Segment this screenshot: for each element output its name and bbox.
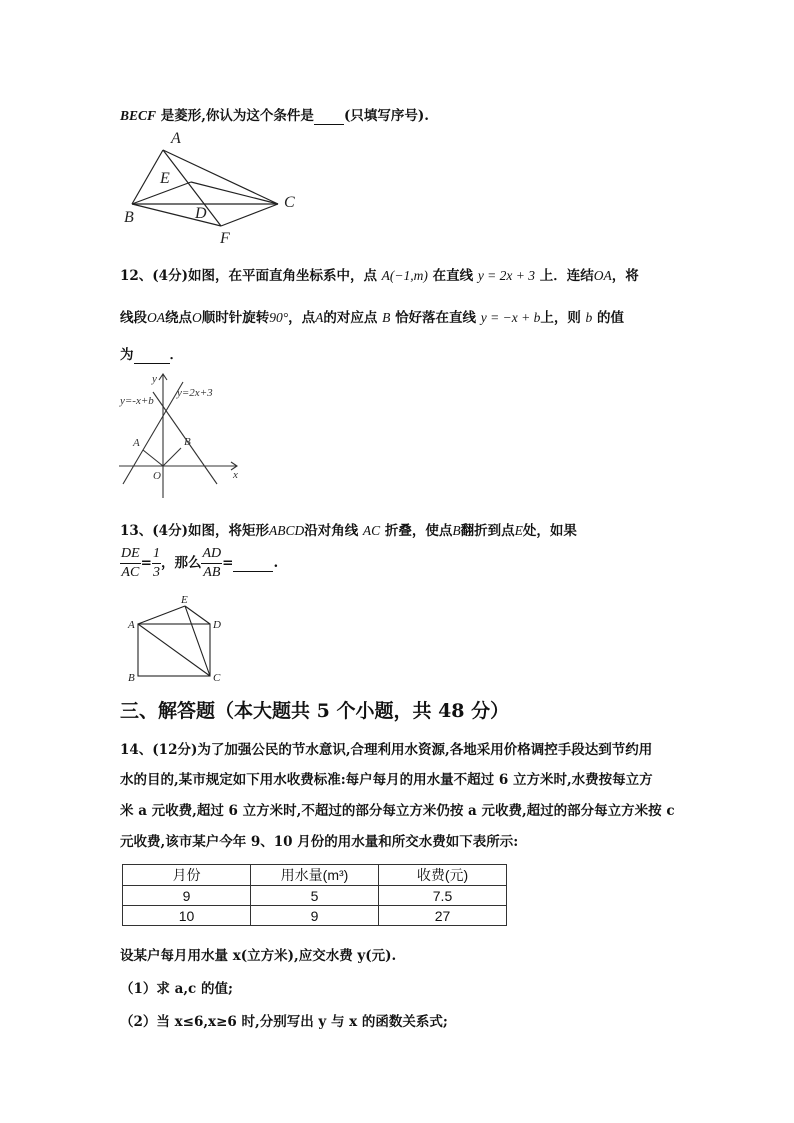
table-cell: 9: [251, 906, 379, 926]
frac-denominator: AB: [203, 565, 221, 580]
frac-numerator: DE: [120, 545, 141, 564]
table-row: [123, 906, 507, 926]
q12-text: 的对应点: [323, 310, 378, 326]
q13-text: 沿对角线: [304, 523, 359, 539]
edge-EC: [191, 182, 278, 204]
segment-OA: OA: [147, 310, 165, 325]
label-A: A: [171, 130, 181, 147]
table-cell: 7.5: [379, 886, 507, 906]
q14-line3: 米 a 元收费,超过 6 立方米时,不超过的部分每立方米仍按 a 元收费,超过的部分每立方米按 c: [120, 803, 675, 819]
answer-blank: [134, 347, 170, 364]
q13-text: 折叠，使点: [384, 523, 453, 539]
q12-line2: [120, 306, 624, 326]
label-C: C: [213, 672, 221, 684]
point-B: B: [382, 310, 391, 325]
point-E: E: [514, 523, 523, 538]
q12-text: ，点: [288, 310, 316, 326]
fraction-one-third: [152, 545, 161, 582]
figure-folded-rectangle: [122, 592, 232, 684]
label-B: B: [128, 672, 135, 684]
edge-FC: [221, 204, 278, 226]
q13-text: ，那么: [160, 555, 202, 571]
angle-value: 90°: [269, 310, 289, 325]
q14-number: 14、(12分): [120, 742, 198, 758]
q13-line1: [120, 519, 577, 539]
section-heading: 三、解答题（本大题共 5 个小题，共 48 分）: [120, 700, 510, 722]
segment-OB: [163, 448, 181, 466]
q12-text: 绕点: [165, 310, 192, 326]
q12-text: 上，则: [540, 310, 581, 326]
equals-sign: =: [140, 555, 152, 571]
label-B: B: [184, 436, 191, 448]
label-O: O: [153, 470, 161, 482]
diagonal-AC: [138, 624, 210, 676]
q13-text: 翻折到点: [460, 523, 515, 539]
diagonal-AC: AC: [362, 523, 381, 538]
q13-text: 处，如果: [522, 523, 577, 539]
q13-number: 13、(4分): [120, 523, 188, 539]
edge-BF: [132, 204, 221, 226]
label-line-neg-x-b: y=-x+b: [120, 395, 154, 407]
q12-text: 上．连结: [539, 268, 594, 284]
q13-text: .: [273, 555, 279, 571]
q14-sub2: （2）当 x≤6,x≥6 时,分别写出 y 与 x 的函数关系式;: [120, 1014, 448, 1030]
label-E: E: [160, 170, 170, 187]
q12-text: 的值: [597, 310, 624, 326]
q13-text: 如图，将矩形: [187, 523, 269, 539]
frac-denominator: 3: [152, 565, 160, 580]
point-O: O: [192, 310, 202, 325]
q11-condition-line: [120, 104, 429, 125]
q12-text: ，将: [611, 268, 639, 284]
frac-numerator: 1: [152, 545, 161, 564]
edge-AC: [163, 150, 278, 204]
answer-blank: [314, 108, 344, 125]
label-A: A: [128, 619, 135, 631]
segment-AE: [138, 606, 185, 624]
fraction-DE-AC: [120, 545, 141, 582]
q13-line2: [120, 545, 278, 582]
table-header: 月份: [123, 865, 251, 886]
label-A: A: [133, 437, 140, 449]
fraction-AD-AB: [201, 545, 222, 582]
point-A-coord: A(−1,m): [381, 268, 428, 283]
table-cell: 5: [251, 886, 379, 906]
q14-line2: 水的目的,某市规定如下用水收费标准:每户每月的用水量不超过 6 立方米时,水费按每立方: [120, 772, 653, 788]
table-cell: 9: [123, 886, 251, 906]
figure-coordinate-plane: [115, 370, 245, 500]
label-F: F: [220, 230, 230, 246]
q12-line3: [120, 343, 183, 364]
q11-hint: (只填写序号).: [343, 108, 429, 124]
label-line-2x-3: y=2x+3: [177, 387, 213, 399]
label-B: B: [124, 209, 134, 226]
line-equation-2: y = −x + b: [480, 310, 541, 325]
q12-text: 恰好落在直线: [395, 310, 477, 326]
q12-text: 为: [120, 347, 134, 363]
equals-sign: =: [222, 555, 234, 571]
q12-text: 在直线: [432, 268, 474, 284]
label-D: D: [213, 619, 221, 631]
q12-text: ．: [169, 347, 183, 363]
segment-OA: [143, 450, 163, 466]
point-B: B: [452, 523, 461, 538]
table-header: 用水量(m³): [251, 865, 379, 886]
q12-line1: [120, 264, 639, 284]
frac-numerator: AD: [201, 545, 222, 564]
label-y-axis: y: [152, 373, 157, 385]
table-header-row: [123, 865, 507, 886]
label-E: E: [181, 594, 188, 606]
q12-number: 12、(4分): [120, 268, 188, 284]
table-cell: 10: [123, 906, 251, 926]
table-row: [123, 886, 507, 906]
segment-OA: OA: [593, 268, 612, 283]
table-cell: 27: [379, 906, 507, 926]
label-x-axis: x: [233, 469, 238, 481]
edge-AB: [132, 150, 163, 204]
q14-line1: [120, 738, 652, 758]
q11-text: 是菱形,你认为这个条件是: [160, 108, 314, 124]
q14-line5: 设某户每月用水量 x(立方米),应交水费 y(元).: [120, 948, 397, 964]
table-header: 收费(元): [379, 865, 507, 886]
q12-text: 顺时针旋转: [201, 310, 270, 326]
label-D: D: [195, 205, 207, 222]
line-equation-1: y = 2x + 3: [477, 268, 536, 283]
q14-text: 为了加强公民的节水意识,合理利用水资源,各地采用价格调控手段达到节约用: [197, 742, 653, 758]
segment-EC: [185, 606, 210, 676]
shape-name: BECF: [120, 108, 157, 123]
figure-rhombus: [115, 128, 315, 246]
rectangle-name: ABCD: [268, 523, 305, 538]
variable-b: b: [585, 310, 593, 325]
q12-text: 如图，在平面直角坐标系中，点: [187, 268, 377, 284]
q14-line4: 元收费,该市某户今年 9、10 月份的用水量和所交水费如下表所示:: [120, 834, 519, 850]
frac-denominator: AC: [121, 565, 140, 580]
label-C: C: [284, 194, 295, 211]
q12-text: 线段: [120, 310, 147, 326]
point-A: A: [315, 310, 324, 325]
answer-blank: [233, 555, 273, 572]
water-fee-table: [122, 864, 507, 926]
q14-sub1: （1）求 a,c 的值;: [120, 981, 233, 997]
